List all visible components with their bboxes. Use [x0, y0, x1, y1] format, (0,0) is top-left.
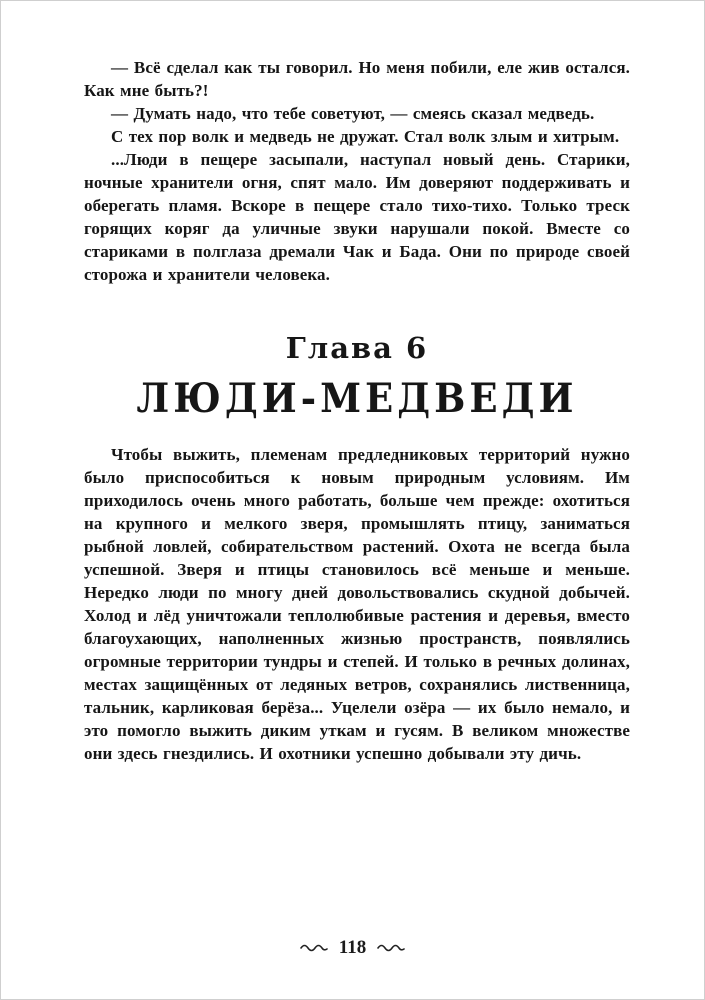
- squiggle-ornament-icon: [299, 937, 329, 959]
- paragraph: ...Люди в пещере засыпали, наступал новый день. Старики, ночные хранители огня, спят мало. Им доверяют поддерживать и оберегать пламя. Вскоре в пещере стало тихо-тихо. Только треск горящих коряг да уличные звуки нарушали покой. Вместе со стариками в полглаза дремали Чак и Бада. Они по природе своей сторожа и хранители человека.: [84, 150, 630, 284]
- squiggle-ornament-icon: [376, 937, 406, 959]
- paragraph: — Всё сделал как ты говорил. Но меня побили, еле жив остался. Как мне быть?!: [84, 58, 630, 100]
- chapter-number: Глава 6: [285, 331, 429, 365]
- page-number: 118: [338, 937, 367, 958]
- paragraph: Чтобы выжить, племенам предледниковых территорий нужно было приспособиться к новым природным условиям. Им приходилось очень много работать, больше чем прежде: охотиться на крупного и мелкого зверя, промышлять птицу, заниматься рыбной ловлей, собирательством растений. Охота не всегда была успешной. Зверя и птицы становилось всё меньше и меньше. Нередко люди по многу дней довольствовались скудной добычей. Холод и лёд уничтожали теплолюбивые растения и деревья, вместо благоухающих, наполненных жизнью пространств, появлялись огромные территории тундры и степей. И только в речных долинах, местах защищённых от ледяных ветров, сохранялись лиственница, тальник, карликовая берёза... Уцелели озёра — их было немало, и это помогло выжить диким уткам и гусям. В великом множестве они здесь гнездились. И охотники успешно добывали эту дичь.: [84, 445, 630, 763]
- paragraph: С тех пор волк и медведь не дружат. Стал волк злым и хитрым.: [111, 127, 620, 146]
- page-footer: [1, 937, 704, 959]
- chapter-heading: [84, 330, 630, 421]
- chapter-title: ЛЮДИ-МЕДВЕДИ: [136, 374, 578, 422]
- paragraph: — Думать надо, что тебе советуют, — смеясь сказал медведь.: [111, 104, 595, 123]
